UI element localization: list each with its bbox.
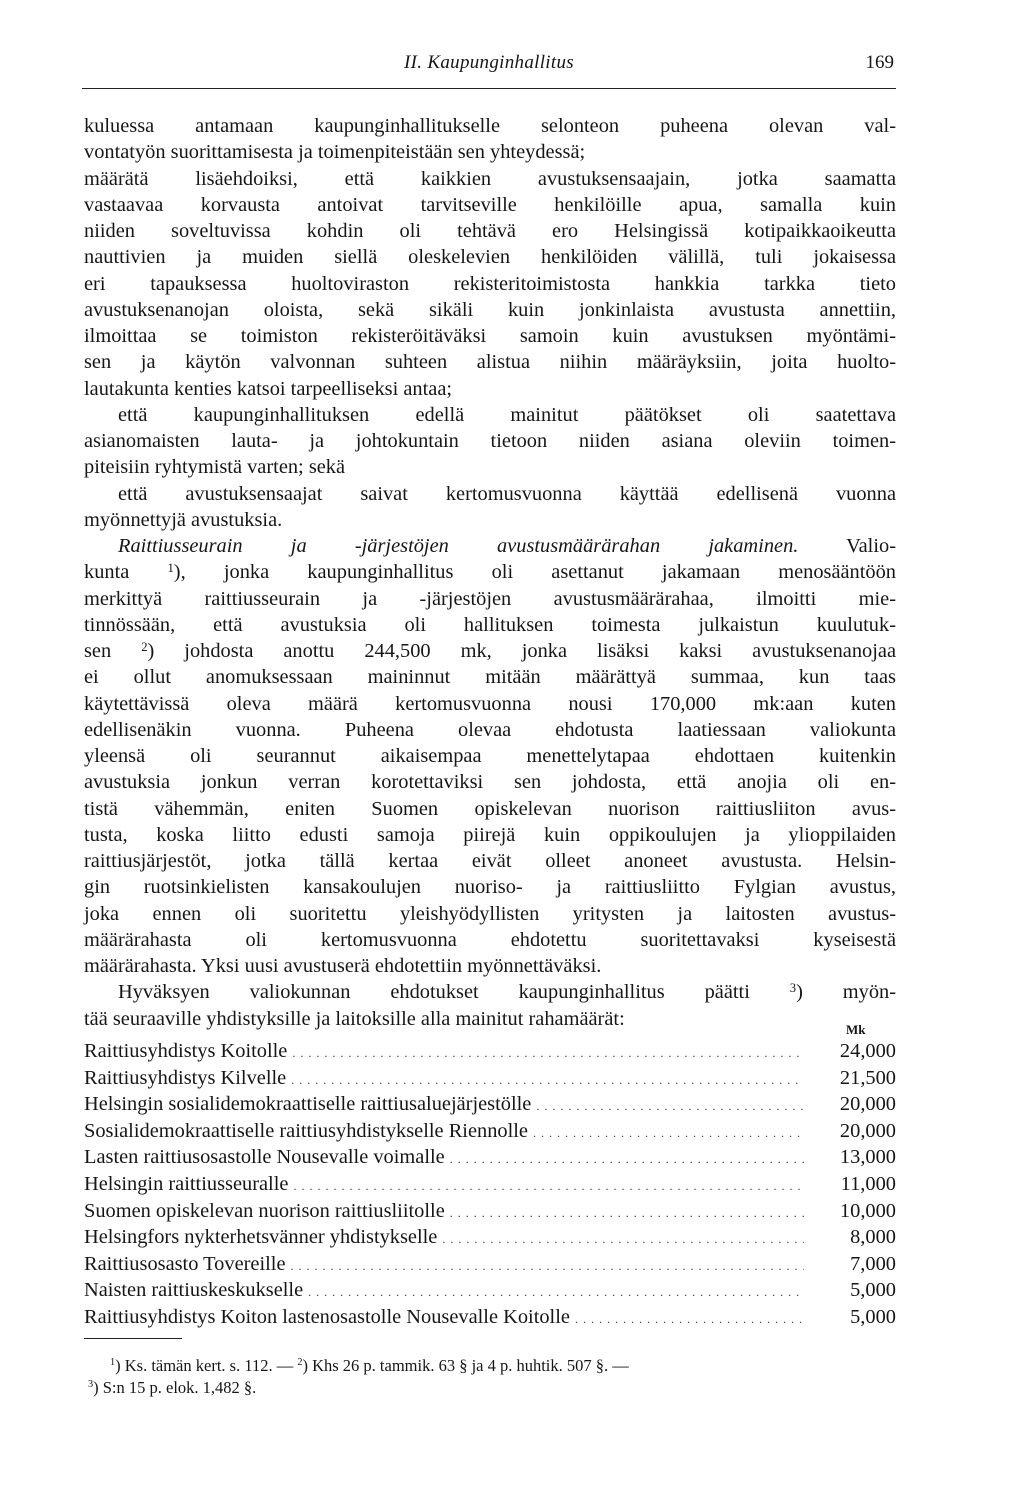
text-line: sen ja käytön valvonnan suhteen alistua niihin määräyksiin, joita huolto- bbox=[84, 351, 896, 374]
text-line: ilmoittaa se toimiston rekisteröitäväksi samoin kuin avustuksen myöntämi- bbox=[84, 325, 896, 347]
text-line: vastaavaa korvausta antoivat tarvitseville henkilöille apua, samalla kuin bbox=[84, 193, 896, 216]
text-fragment: ), jonka kaupunginhallitus oli asettanut jakamaan menosääntöön bbox=[173, 561, 896, 584]
text-line: määrärahasta. Yksi uusi avustuserä ehdotettiin myönnettäväksi. bbox=[84, 955, 602, 977]
footnote-marker: 1 bbox=[110, 1357, 116, 1368]
amount: 5,000 bbox=[850, 1279, 896, 1302]
running-header bbox=[82, 48, 896, 89]
body-text bbox=[84, 113, 896, 1032]
text-line: tinnössään, että avustuksia oli hallituksen toimesta julkaistun kuulutuk- bbox=[84, 613, 896, 636]
text-line bbox=[84, 638, 896, 664]
text-line: myönnettyjä avustuksia. bbox=[84, 508, 283, 531]
page-number: 169 bbox=[865, 52, 894, 73]
allocation-row bbox=[84, 1067, 896, 1094]
recipient-name: Suomen opiskelevan nuorison raittiusliitolle bbox=[84, 1199, 445, 1222]
text-line: vontatyön suorittamisesta ja toimenpiteistään sen yhteydessä; bbox=[84, 141, 586, 164]
text-line: lautakunta kenties katsoi tarpeelliseksi antaa; bbox=[84, 377, 453, 400]
text-line: tusta, koska liitto edusti samoja piirejä kuin oppikoulujen ja ylioppilaiden bbox=[84, 823, 896, 846]
text-line: avustuksia jonkun verran korotettaviksi sen johdosta, että anojia oli en- bbox=[84, 771, 896, 794]
dot-leader bbox=[308, 1285, 804, 1300]
recipient-name: Raittiusyhdistys Koiton lastenosastolle Nousevalle Koitolle bbox=[84, 1305, 570, 1328]
footnote-divider bbox=[84, 1338, 182, 1339]
allocation-row bbox=[84, 1093, 896, 1120]
text-fragment: ) myön- bbox=[796, 981, 896, 1004]
allocation-row bbox=[84, 1279, 896, 1306]
text-fragment: kunta bbox=[84, 561, 168, 584]
footnote-line bbox=[88, 1377, 900, 1399]
amount: 20,000 bbox=[839, 1119, 896, 1142]
section-heading: Raittiusseurain ja -järjestöjen avustusmäärärahan jakaminen. bbox=[118, 535, 799, 557]
footnotes bbox=[88, 1355, 900, 1399]
dot-leader bbox=[450, 1152, 804, 1167]
text-line: ei ollut anomuksessaan maininnut mitään määrättyä summaa, kun taas bbox=[84, 666, 896, 689]
dot-leader bbox=[450, 1206, 804, 1221]
allocation-row bbox=[84, 1200, 896, 1227]
text-fragment: Hyväksyen valiokunnan ehdotukset kaupunginhallitus päätti bbox=[118, 981, 790, 1004]
dot-leader bbox=[291, 1073, 804, 1088]
text-line: niiden soveltuvissa kohdin oli tehtävä ero Helsingissä kotipaikkaoikeutta bbox=[84, 220, 896, 242]
text-line bbox=[84, 559, 896, 585]
dot-leader bbox=[292, 1046, 804, 1061]
recipient-name: Sosialidemokraattiselle raittiusyhdistykselle Riennolle bbox=[84, 1119, 528, 1142]
recipient-name: Raittiusyhdistys Kilvelle bbox=[84, 1066, 287, 1089]
text-line: tistä vähemmän, eniten Suomen opiskelevan nuorison raittiusliiton avus- bbox=[84, 797, 896, 820]
footnote-ref: 3 bbox=[789, 981, 797, 996]
text-line: yleensä oli seurannut aikaisempaa menettelytapaa ehdottaen kuitenkin bbox=[84, 745, 896, 767]
footnote-marker: 2 bbox=[297, 1357, 303, 1368]
text-line: merkittyä raittiusseurain ja -järjestöjen avustusmäärärahaa, ilmoitti mie- bbox=[84, 587, 896, 610]
amount: 5,000 bbox=[850, 1305, 896, 1328]
text-line: määrärahasta oli kertomusvuonna ehdotettu suoritettavaksi kyseisestä bbox=[84, 928, 896, 951]
allocation-row bbox=[84, 1040, 896, 1067]
recipient-name: Naisten raittiuskeskukselle bbox=[84, 1279, 304, 1302]
text-line: eri tapauksessa huoltoviraston rekisteritoimistosta hankkia tarkka tieto bbox=[84, 272, 896, 295]
text-line: piteisiin ryhtymistä varten; sekä bbox=[84, 456, 346, 479]
dot-leader bbox=[442, 1232, 804, 1247]
amount: 21,500 bbox=[839, 1066, 896, 1089]
amount: 8,000 bbox=[850, 1226, 896, 1249]
text-fragment: ) johdosta anottu 244,500 mk, jonka lisäksi kaksi avustuksenanojaa bbox=[147, 640, 896, 662]
currency-column-header: Mk bbox=[846, 1022, 866, 1037]
footnote-text: ) S:n 15 p. elok. 1,482 §. bbox=[93, 1378, 257, 1397]
text-line: kuluessa antamaan kaupunginhallitukselle selonteon puheena olevan val- bbox=[84, 115, 896, 137]
text-line: raittiusjärjestöt, jotka tällä kertaa eivät olleet anoneet avustusta. Helsin- bbox=[84, 850, 896, 872]
text-line: gin ruotsinkielisten kansakoulujen nuoriso- ja raittiusliitto Fylgian avustus, bbox=[84, 876, 896, 899]
dot-leader bbox=[291, 1259, 804, 1274]
allocation-list bbox=[84, 1040, 896, 1333]
dot-leader bbox=[575, 1312, 804, 1327]
recipient-name: Raittiusosasto Tovereille bbox=[84, 1252, 286, 1275]
dot-leader bbox=[533, 1126, 804, 1141]
amount: 13,000 bbox=[839, 1146, 896, 1169]
allocation-row bbox=[84, 1253, 896, 1280]
amount: 10,000 bbox=[839, 1199, 896, 1222]
recipient-name: Raittiusyhdistys Koitolle bbox=[84, 1040, 288, 1062]
allocation-row bbox=[84, 1146, 896, 1173]
amount: 7,000 bbox=[850, 1252, 896, 1275]
text-line: nauttivien ja muiden siellä oleskelevien henkilöiden välillä, tuli jokaisessa bbox=[84, 246, 896, 269]
text-line: asianomaisten lauta- ja johtokuntain tietoon niiden asiana oleviin toimen- bbox=[84, 430, 896, 452]
text-line: määrätä lisäehdoiksi, että kaikkien avustuksensaajain, jotka saamatta bbox=[84, 167, 896, 190]
dot-leader bbox=[293, 1179, 804, 1194]
text-line: joka ennen oli suoritettu yleishyödyllisten yritysten ja laitosten avustus- bbox=[84, 902, 896, 925]
text-line: että avustuksensaajat saivat kertomusvuonna käyttää edellisenä vuonna bbox=[118, 482, 896, 505]
text-line bbox=[84, 979, 896, 1005]
recipient-name: Lasten raittiusosastolle Nousevalle voimalle bbox=[84, 1146, 445, 1169]
amount: 24,000 bbox=[839, 1040, 896, 1062]
running-head-title: II. Kaupunginhallitus bbox=[404, 52, 574, 73]
text-line: avustuksenanojan oloista, sekä sikäli kuin jonkinlaista avustusta annettiin, bbox=[84, 298, 896, 321]
footnote-marker: 3 bbox=[88, 1379, 94, 1390]
allocation-row bbox=[84, 1226, 896, 1253]
dot-leader bbox=[536, 1099, 804, 1114]
footnote-text: ) Ks. tämän kert. s. 112. — bbox=[115, 1356, 298, 1375]
amount: 20,000 bbox=[839, 1093, 896, 1116]
amount: 11,000 bbox=[840, 1172, 896, 1195]
allocation-row bbox=[84, 1173, 896, 1200]
recipient-name: Helsingin sosialidemokraattiselle raittiusaluejärjestölle bbox=[84, 1093, 532, 1116]
text-line: että kaupunginhallituksen edellä mainitut päätökset oli saatettava bbox=[118, 403, 896, 426]
recipient-name: Helsingfors nykterhetsvänner yhdistykselle bbox=[84, 1226, 438, 1249]
footnote-ref: 2 bbox=[141, 640, 148, 654]
text-fragment: Valio- bbox=[798, 535, 896, 557]
footnote-ref: 1 bbox=[167, 561, 174, 576]
text-line: käytettävissä oleva määrä kertomusvuonna nousi 170,000 mk:aan kuten bbox=[84, 692, 896, 715]
text-line: tää seuraaville yhdistyksille ja laitoksille alla mainitut rahamäärät: bbox=[84, 1007, 625, 1030]
allocation-row bbox=[84, 1306, 896, 1333]
allocation-row bbox=[84, 1120, 896, 1147]
text-fragment: sen bbox=[84, 640, 142, 662]
footnote-text: ) Khs 26 p. tammik. 63 § ja 4 p. huhtik. 507 §. — bbox=[302, 1356, 629, 1375]
text-line bbox=[84, 533, 896, 559]
footnote-line bbox=[110, 1355, 900, 1377]
text-line: edellisenäkin vuonna. Puheena olevaa ehdotusta laatiessaan valiokunta bbox=[84, 718, 896, 741]
recipient-name: Helsingin raittiusseuralle bbox=[84, 1172, 289, 1195]
